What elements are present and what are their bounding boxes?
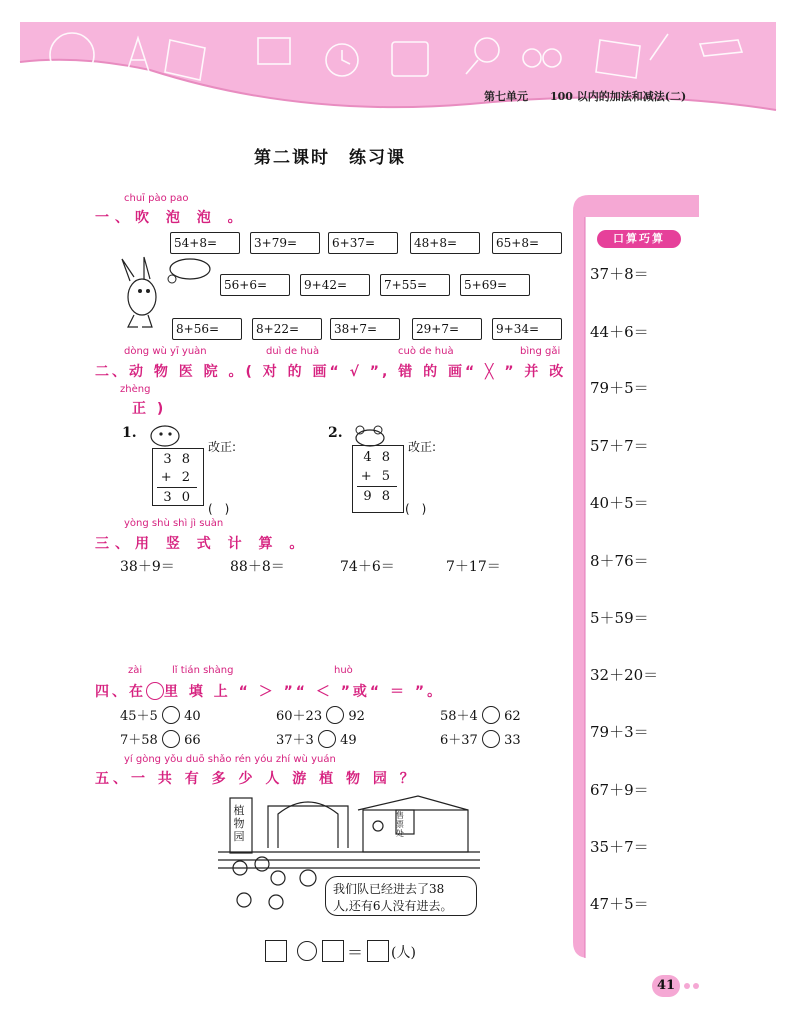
unit-people: (人) — [391, 945, 416, 961]
unit-label: 第七单元 — [484, 90, 528, 103]
section5-title: 五、一 共 有 多 少 人 游 植 物 园 ？ — [95, 771, 418, 787]
bubble-1-2: 3+79= — [250, 232, 320, 254]
speech-line-1: 我们队已经进去了38 — [333, 882, 445, 896]
oral-item-6: 8＋76＝ — [590, 552, 649, 570]
problem-1-top: 3 8 — [163, 452, 193, 467]
oral-item-2: 44＋6＝ — [590, 323, 649, 341]
problem-1-mid: + 2 — [160, 470, 193, 485]
problem-1-answer-paren[interactable]: ( ) — [208, 502, 230, 516]
oral-item-10: 67＋9＝ — [590, 781, 649, 799]
bubble-1-3: 6+37= — [328, 232, 398, 254]
problem-2-mid: + 5 — [360, 469, 393, 484]
section2-pinyin-5: zhèng — [120, 384, 151, 395]
compare-left: 45＋5 — [120, 709, 158, 724]
compare-left: 37＋3 — [276, 733, 314, 748]
gate-sign: 植物园 — [233, 804, 245, 843]
compare-right: 49 — [340, 733, 357, 748]
problem-2-number: 2. — [328, 425, 343, 441]
section4-pinyin-3: huò — [334, 665, 353, 676]
compare-left: 60＋23 — [276, 709, 323, 724]
section5-pinyin: yí gòng yǒu duō shǎo rén yóu zhí wù yuán — [124, 754, 336, 765]
bubble-3-2: 8+22= — [252, 318, 322, 340]
compare-2-3 — [440, 729, 521, 748]
calc-item-2: 88＋8＝ — [230, 559, 285, 575]
oral-panel-title: 口算巧算 — [597, 230, 681, 248]
compare-circle[interactable] — [318, 730, 336, 748]
compare-circle[interactable] — [326, 706, 344, 724]
equals-sign: ＝ — [347, 943, 364, 962]
compare-right: 40 — [184, 709, 201, 724]
compare-1-2 — [276, 705, 365, 724]
speech-line-2: 人,还有6人没有进去。 — [333, 899, 453, 913]
section4-title-a: 四、在 — [95, 684, 146, 700]
bubble-2-2: 9+42= — [300, 274, 370, 296]
lesson-title: 第二课时 练习课 — [254, 148, 406, 168]
oral-item-4: 57＋7＝ — [590, 437, 649, 455]
compare-right: 62 — [504, 709, 521, 724]
oral-item-12: 47＋5＝ — [590, 895, 649, 913]
calc-item-3: 74＋6＝ — [340, 559, 395, 575]
page-number: 41 — [652, 975, 680, 997]
compare-circle[interactable] — [482, 706, 500, 724]
compare-circle[interactable] — [482, 730, 500, 748]
section2-pinyin-3: cuò de huà — [398, 346, 454, 357]
compare-1-3 — [440, 705, 521, 724]
compare-left: 7＋58 — [120, 733, 158, 748]
oral-item-8: 32＋20＝ — [590, 666, 659, 684]
rabbit-illustration — [112, 255, 212, 330]
problem-1-result: 3 0 — [163, 490, 193, 505]
answer-box-3[interactable] — [367, 940, 389, 962]
section4-pinyin-1: zài — [128, 665, 143, 676]
bubble-3-3: 38+7= — [330, 318, 400, 340]
compare-right: 66 — [184, 733, 201, 748]
calc-item-4: 7＋17＝ — [446, 559, 501, 575]
section4-title — [95, 681, 444, 701]
bubble-3-4: 29+7= — [412, 318, 482, 340]
problem-2-answer-paren[interactable]: ( ) — [405, 502, 427, 516]
section3-pinyin: yòng shù shì jì suàn — [124, 518, 224, 529]
oral-item-11: 35＋7＝ — [590, 838, 649, 856]
section1-title: 一、吹 泡 泡 。 — [95, 210, 248, 226]
compare-2-2 — [276, 729, 357, 748]
problem-2-result: 9 8 — [363, 489, 393, 504]
section2-pinyin-4: bìng gǎi — [520, 346, 561, 357]
bubble-3-5: 9+34= — [492, 318, 562, 340]
oral-item-3: 79＋5＝ — [590, 379, 649, 397]
problem-2-top: 4 8 — [363, 450, 393, 465]
ticket-sign: 售票处 — [396, 811, 404, 838]
section2-pinyin-2: duì de huà — [266, 346, 320, 357]
header-banner — [0, 0, 800, 130]
calc-item-1: 38＋9＝ — [120, 559, 175, 575]
answer-box-1[interactable] — [265, 940, 287, 962]
oral-item-9: 79＋3＝ — [590, 723, 649, 741]
problem-2-line — [357, 486, 397, 487]
mouse-icon — [350, 420, 390, 448]
bubble-2-1: 56+6= — [220, 274, 290, 296]
oral-item-5: 40＋5＝ — [590, 494, 649, 512]
compare-left: 58＋4 — [440, 709, 478, 724]
problem-2-correct-label: 改正: — [408, 440, 437, 454]
answer-box-2[interactable] — [322, 940, 344, 962]
oral-item-7: 5＋59＝ — [590, 609, 649, 627]
section2-pinyin-1: dòng wù yī yuàn — [124, 346, 207, 357]
oral-item-1: 37＋8＝ — [590, 265, 649, 283]
section2-title: 二、动 物 医 院 。( 对 的 画“ √ ”, 错 的 画“ ╳ ” 并 改 — [95, 364, 567, 380]
circle-icon — [146, 682, 164, 700]
compare-right: 33 — [504, 733, 521, 748]
section1-pinyin: chuī pào pao — [124, 193, 189, 204]
compare-left: 6＋37 — [440, 733, 478, 748]
bubble-1-4: 48+8= — [410, 232, 480, 254]
dog-icon — [145, 420, 185, 448]
compare-circle[interactable] — [162, 730, 180, 748]
dot-icon — [684, 983, 690, 989]
compare-circle[interactable] — [162, 706, 180, 724]
bubble-2-3: 7+55= — [380, 274, 450, 296]
bubble-3-1: 8+56= — [172, 318, 242, 340]
problem-1-correct-label: 改正: — [208, 440, 237, 454]
problem-1-line — [157, 487, 197, 488]
compare-1-1 — [120, 705, 201, 724]
compare-right: 92 — [348, 709, 365, 724]
section2-title-cont: 正 ) — [132, 401, 167, 417]
section4-pinyin-2: lǐ tián shàng — [172, 665, 234, 676]
problem-1-number: 1. — [122, 425, 137, 441]
section3-title: 三、用 竖 式 计 算 。 — [95, 536, 310, 552]
bubble-2-4: 5+69= — [460, 274, 530, 296]
dot-icon — [693, 983, 699, 989]
section4-title-b: 里 填 上 “ ＞ ”“ ＜ ”或“ ＝ ”。 — [164, 684, 445, 700]
compare-2-1 — [120, 729, 201, 748]
bubble-1-5: 65+8= — [492, 232, 562, 254]
operator-circle[interactable] — [297, 941, 317, 961]
bubble-1-1: 54+8= — [170, 232, 240, 254]
unit-topic: 100 以内的加法和减法(二) — [550, 90, 687, 103]
